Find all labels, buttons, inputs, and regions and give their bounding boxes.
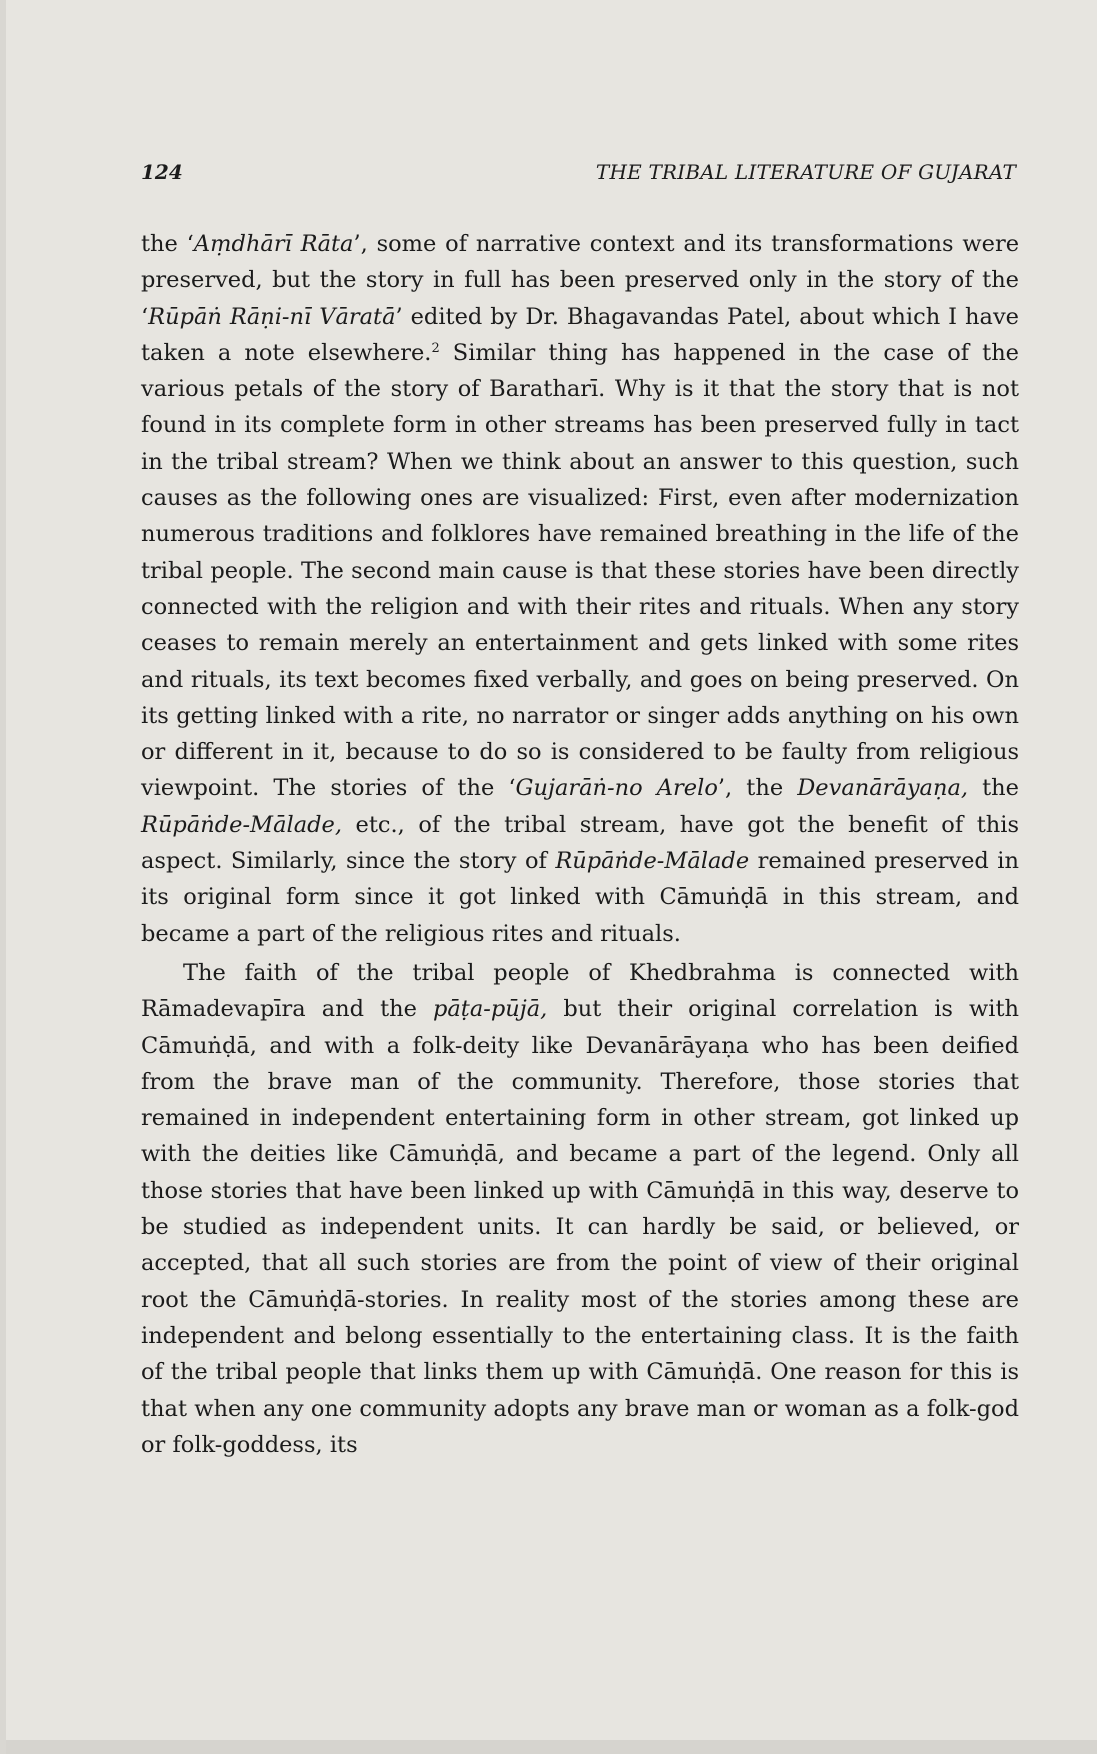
body-text — [141, 226, 1019, 1463]
text-run: the — [968, 775, 1019, 802]
text-run: ’ edited by Dr. Bhagavandas Patel, about which I have taken a note elsewhere. — [141, 303, 1019, 366]
running-title: THE TRIBAL LITERATURE OF GUJARAT — [595, 160, 1016, 184]
text-run: ’, some of narrative context and its transformations were preserved, but the story in full has been preserved only in the story of the ‘ — [141, 231, 1020, 330]
footnote-marker: 2 — [431, 340, 440, 356]
text-run: but their original correlation is with Cāmuṅḍā, and with a folk-deity like Devanārāyaṇa who has been deified from the brave man of the community. Therefore, those stories that remained in independent entertaining form in other stream, got linked up with the deities like Cāmuṅḍā, and became a part of the legend. Only all those stories that have been linked up with Cāmuṅḍā in this way, deserve to be studied as independent units. It can hardly be said, or believed, or accepted, that all such stories are from the point of view of their original root the Cāmuṅḍā-stories. In reality most of the stories among these are independent and belong essentially to the entertaining class. It is the faith of the tribal people that links them up with Cāmuṅḍā. One reason for this is that when any one community adopts any brave man or woman as a folk-god or folk-goddess, its — [141, 996, 1019, 1458]
running-head — [141, 160, 1016, 192]
text-run: the ‘ — [141, 231, 194, 257]
text-run: remained preserved in its original form since it got linked with Cāmuṅḍā in this stream, and became a part of the religious rites and rituals. — [141, 848, 1019, 947]
italic-title: Rūpāṅ Rāṇi-nī Vāratā — [148, 303, 396, 330]
italic-title: Aṃdhārī Rāta — [193, 231, 354, 257]
italic-title: Rūpāṅde-Mālade — [555, 848, 750, 875]
italic-title: Rūpāṅde-Mālade, — [141, 811, 342, 838]
text-run: ’, the — [717, 775, 798, 802]
text-run: The faith of the tribal people of Khedbrahma is connected with Rāmadevapīra and the — [141, 959, 1019, 1023]
italic-term: pāṭa-pūjā, — [432, 996, 548, 1023]
italic-title: Devanārāyaṇa, — [797, 775, 969, 802]
text-run: Similar thing has happened in the case of the various petals of the story of Baratharī. Why is it that the story that is not found in its complete form in other streams has been preserved fully in tact in the tribal stream? When we think about an answer to this question, such causes as the following ones are visualized: First, even after modernization numerous traditions and folklores have remained breathing in the life of the tribal people. The second main cause is that these stories have been directly connected with the religion and with their rites and rituals. When any story ceases to remain merely an entertainment and gets linked with some rites and rituals, its text becomes fixed verbally, and goes on being preserved. On its getting linked with a rite, no narrator or singer adds anything on his own or different in it, because to do so is considered to be faulty from religious viewpoint. The stories of the ‘ — [141, 339, 1019, 802]
paragraph-2 — [141, 955, 1019, 1463]
italic-title: Gujarāṅ-no Arelo — [515, 775, 718, 802]
paragraph-1 — [141, 226, 1019, 952]
text-run: etc., of the tribal stream, have got the benefit of this aspect. Similarly, since the story of — [141, 811, 1019, 875]
page-number: 124 — [141, 160, 183, 184]
